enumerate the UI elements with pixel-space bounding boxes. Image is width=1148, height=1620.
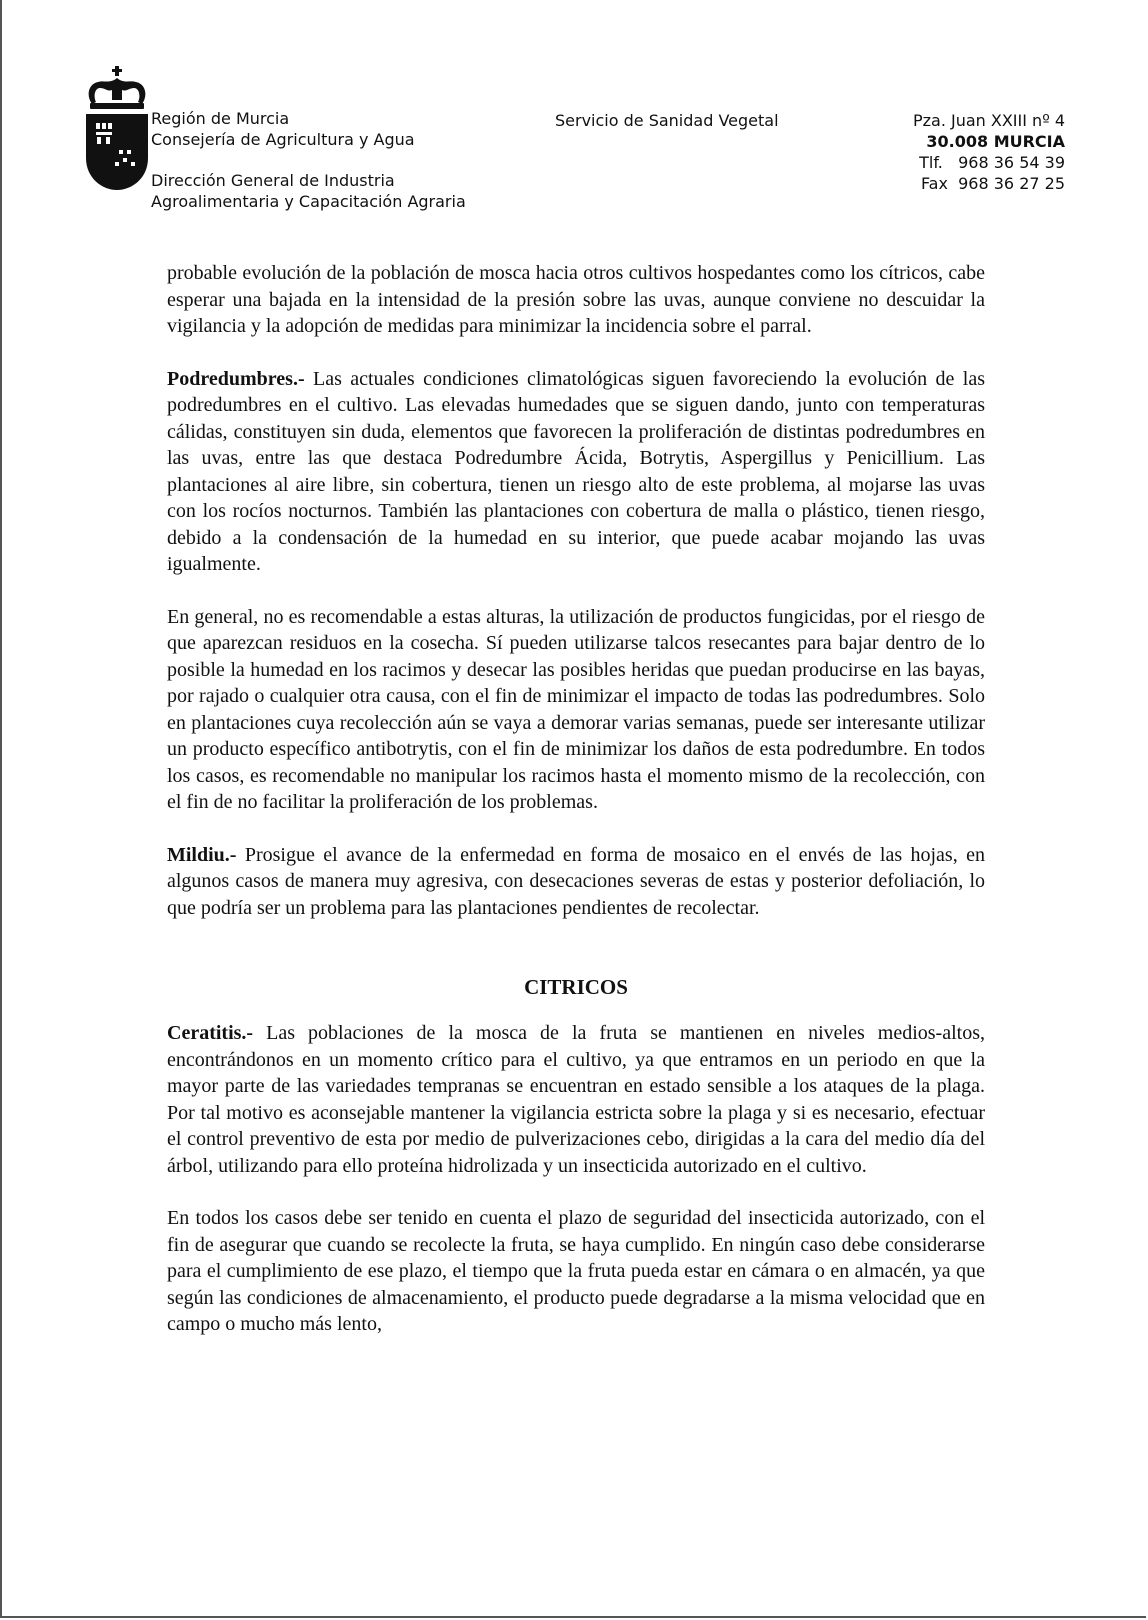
document-body <box>167 260 985 1364</box>
paragraph-text: Las actuales condiciones climatológicas siguen favoreciendo la evolución de las podredumbres en el cultivo. Las elevadas humedades que se siguen dando, junto con temperaturas cálidas, constituyen sin duda, elementos que favorecen la proliferación de distintas podredumbres en las uvas, entre las que destaca Podredumbre Ácida, Botrytis, Aspergillus y Penicillium. Las plantaciones al aire libre, sin cobertura, tienen un riesgo alto de este problema, al mojarse las uvas con los rocíos nocturnos. También las plantaciones con cobertura de malla o plástico, tienen riesgo, debido a la condensación de la humedad en su interior, que puede acabar mojando las uvas igualmente. <box>167 367 985 575</box>
paragraph-lead: Mildiu.- <box>167 843 237 866</box>
dept-line2: Agroalimentaria y Capacitación Agraria <box>151 192 466 211</box>
paragraph-mildiu <box>167 842 985 922</box>
org-region: Región de Murcia <box>151 109 290 128</box>
paragraph-fungicidas: En general, no es recomendable a estas alturas, la utilización de productos fungicidas, por el riesgo de que aparezcan residuos en la cosecha. Sí pueden utilizarse talcos resecantes para bajar dentro de lo posible la humedad en los racimos y desecar las posibles heridas que puedan producirse en las bayas, por rajado o cualquier otra causa, con el fin de minimizar el impacto de todas las podredumbres. Solo en plantaciones cuya recolección aún se vaya a demorar varias semanas, puede ser interesante utilizar un producto específico antibotrytis, con el fin de minimizar los daños de esta podredumbre. En todos los casos, es recomendable no manipular los racimos hasta el momento mismo de la recolección, con el fin de no facilitar la proliferación de los problemas. <box>167 605 985 813</box>
service-name: Servicio de Sanidad Vegetal <box>555 111 779 130</box>
address-street: Pza. Juan XXIII nº 4 <box>912 111 1065 130</box>
section-title: CITRICOS <box>524 975 628 999</box>
address-city: 30.008 MURCIA <box>926 132 1065 151</box>
fax-number: Fax 968 36 27 25 <box>920 174 1065 193</box>
paragraph-lead: Podredumbres.- <box>167 367 305 390</box>
paragraph-ceratitis <box>167 1020 985 1179</box>
org-ministry: Consejería de Agricultura y Agua <box>151 130 415 149</box>
header-service <box>555 110 815 131</box>
paragraph-intro: probable evolución de la población de mosca hacia otros cultivos hospedantes como los cítricos, cabe esperar una bajada en la intensidad de la presión sobre las uvas, aunque conviene no descuidar la vigilancia y la adopción de medidas para minimizar la incidencia sobre el parral. <box>167 262 985 337</box>
paragraph-lead: Ceratitis.- <box>167 1022 254 1044</box>
paragraph-podredumbres <box>167 366 985 578</box>
paragraph-text: Prosigue el avance de la enfermedad en forma de mosaico en el envés de las hojas, en algunos casos de manera muy agresiva, con desecaciones severas de estas y posterior defoliación, lo que podría ser un problema para las plantaciones pendientes de recolectar. <box>167 843 985 919</box>
paragraph-plazo-seguridad: En todos los casos debe ser tenido en cuenta el plazo de seguridad del insecticida autorizado, con el fin de asegurar que cuando se recolecte la fruta, se haya cumplido. En ningún caso debe considerarse para el cumplimiento de ese plazo, el tiempo que la fruta pueda estar en cámara o en almacén, ya que según las condiciones de almacenamiento, el producto puede degradarse a la misma velocidad que en campo o mucho más lento, <box>167 1207 985 1335</box>
coat-of-arms-icon <box>86 66 148 191</box>
header-address <box>840 110 1065 194</box>
paragraph-text: Las poblaciones de la mosca de la fruta se mantienen en niveles medios-altos, encontrándonos en un momento crítico para el cultivo, ya que entramos en un periodo en que la mayor parte de las variedades tempranas se encuentran en estado sensible a los ataques de la plaga. Por tal motivo es aconsejable mantener la vigilancia estricta sobre la plaga y si es necesario, efectuar el control preventivo de esta por medio de pulverizaciones cebo, dirigidas a la cara del medio día del árbol, utilizando para ello proteína hidrolizada y un insecticida autorizado en el cultivo. <box>167 1022 985 1177</box>
dept-line1: Dirección General de Industria <box>151 171 395 190</box>
phone-number: Tlf. 968 36 54 39 <box>919 153 1065 172</box>
header-organization <box>151 108 531 212</box>
